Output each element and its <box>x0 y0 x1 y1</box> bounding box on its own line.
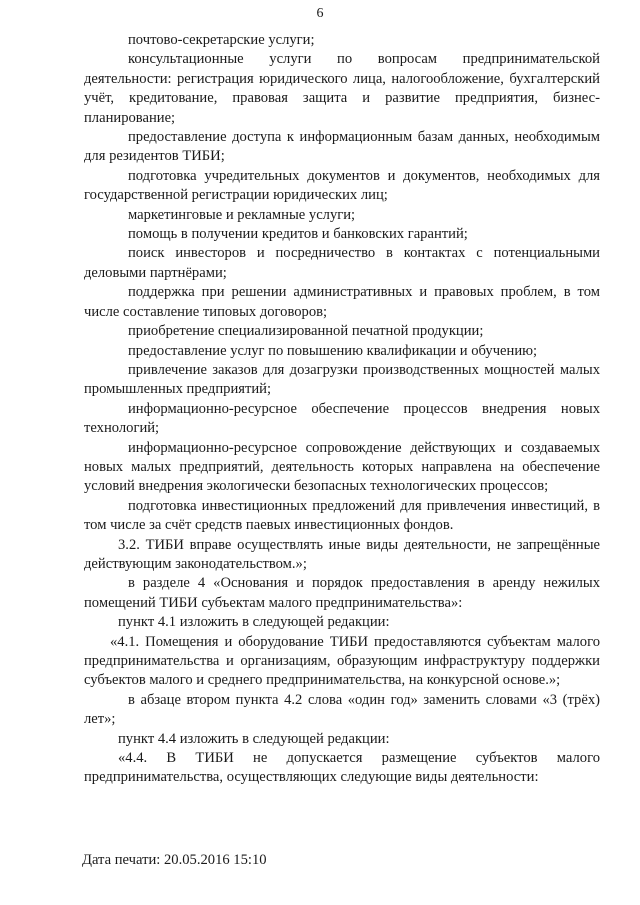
paragraph: предоставление доступа к информационным базам данных, необходимым для резидентов ТИБИ; <box>84 129 600 165</box>
page-number: 6 <box>316 6 324 21</box>
paragraph: «4.1. Помещения и оборудование ТИБИ предоставляются субъектам малого предпринимательства и организациям, образующим инфраструктуру поддержки субъектов малого и среднего предпринимательства, на конкурсной основе.»; <box>84 633 600 689</box>
paragraph: информационно-ресурсное обеспечение процессов внедрения новых технологий; <box>84 400 600 437</box>
paragraph: в абзаце втором пункта 4.2 слова «один год» заменить словами «3 (трёх) лет»; <box>84 691 600 728</box>
paragraph: пункт 4.1 изложить в следующей редакции: <box>118 614 390 631</box>
paragraph: консультационные услуги по вопросам предпринимательской деятельности: регистрация юридического лица, налогообложение, бухгалтерский учёт, кредитование, правовая защита и развитие предприятия, бизнес-планирование; <box>84 51 600 126</box>
paragraph: поддержка при решении административных и правовых проблем, в том числе составление типовых договоров; <box>84 284 600 320</box>
paragraph: «4.4. В ТИБИ не допускается размещение субъектов малого предпринимательства, осуществляющих следующие виды деятельности: <box>84 750 600 786</box>
paragraph: почтово-секретарские услуги; <box>128 32 315 48</box>
paragraph: предоставление услуг по повышению квалификации и обучению; <box>128 342 538 359</box>
paragraph: подготовка инвестиционных предложений для привлечения инвестиций, в том числе за счёт средств паевых инвестиционных фондов. <box>84 497 600 534</box>
paragraph: 3.2. ТИБИ вправе осуществлять иные виды деятельности, не запрещённые действующим законодательством.»; <box>84 536 600 572</box>
paragraph: подготовка учредительных документов и документов, необходимых для государственной регистрации юридических лиц; <box>84 167 600 204</box>
paragraph: маркетинговые и рекламные услуги; <box>128 206 356 223</box>
paragraph: приобретение специализированной печатной продукции; <box>128 323 484 340</box>
paragraph: помощь в получении кредитов и банковских гарантий; <box>128 226 468 243</box>
paragraph: в разделе 4 «Основания и порядок предоставления в аренду нежилых помещений ТИБИ субъектам малого предпринимательства»: <box>84 575 600 611</box>
document-body <box>84 31 600 788</box>
paragraph: поиск инвесторов и посредничество в контактах с потенциальными деловыми партнёрами; <box>84 245 600 281</box>
paragraph: привлечение заказов для дозагрузки производственных мощностей малых промышленных предприятий; <box>84 361 600 398</box>
paragraph: информационно-ресурсное сопровождение действующих и создаваемых новых малых предприятий, деятельность которых направлена на обеспечение условий внедрения экологически безопасных технологических процессов; <box>84 439 600 495</box>
print-date: Дата печати: 20.05.2016 15:10 <box>82 852 267 868</box>
paragraph: пункт 4.4 изложить в следующей редакции: <box>118 730 390 747</box>
